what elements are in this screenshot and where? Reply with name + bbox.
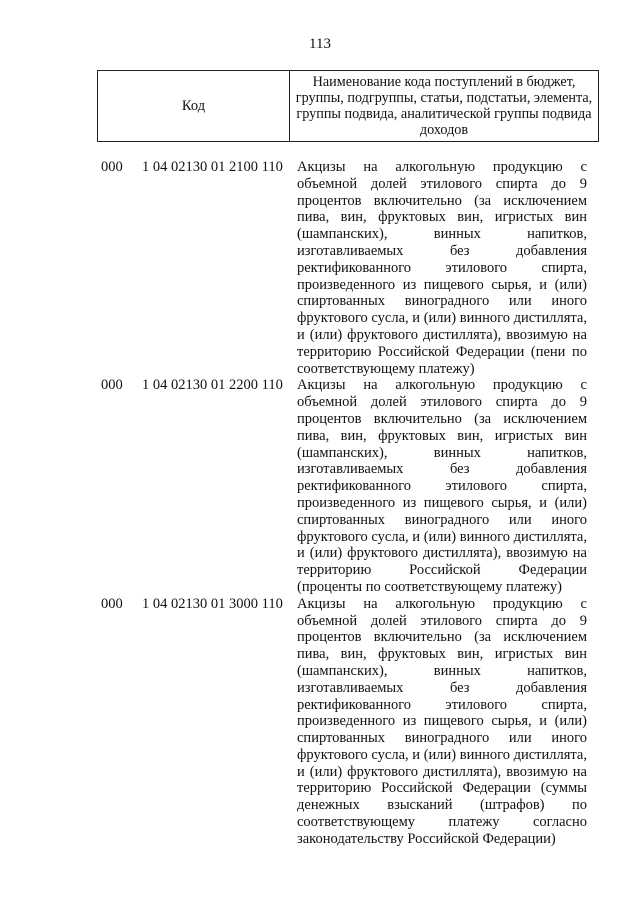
income-code: 1 04 02130 01 2100 110	[142, 159, 283, 175]
income-code: 1 04 02130 01 2200 110	[142, 377, 283, 394]
admin-code: 000	[101, 377, 123, 394]
page-number: 113	[309, 36, 331, 52]
table-row	[0, 377, 640, 595]
header-code-column: Код	[98, 71, 290, 141]
income-description: Акцизы на алкогольную продукцию с объемной долей этилового спирта до 9 процентов включительно (за исключением пива, вин, фруктовых вин, игристых вин (шампанских), винных напитков, изготавливаемых без добавления ректификованного этилового спирта, произведенного из пищевого сырья, и (или) спиртованных виноградного или иного фруктового сусла, и (или) винного дистиллята, и (или) фруктового дистиллята), ввозимую на территорию Российской Федерации (проценты по соответствующему платежу)	[297, 377, 587, 595]
header-name-column: Наименование кода поступлений в бюджет, группы, подгруппы, статьи, подстатьи, элемента, группы подвида, аналитической группы подвида доходов	[295, 74, 593, 138]
admin-code: 000	[101, 595, 123, 612]
table-row	[0, 596, 640, 848]
table-header	[97, 70, 599, 142]
income-code-list	[0, 159, 640, 848]
income-code: 1 04 02130 01 3000 110	[142, 595, 283, 612]
income-description: Акцизы на алкогольную продукцию с объемной долей этилового спирта до 9 процентов включительно (за исключением пива, вин, фруктовых вин, игристых вин (шампанских), винных напитков, изготавливаемых без добавления ректификованного этилового спирта, произведенного из пищевого сырья, и (или) спиртованных виноградного или иного фруктового сусла, и (или) винного дистиллята, и (или) фруктового дистиллята), ввозимую на территорию Российской Федерации (суммы денежных взысканий (штрафов) по соответствующему платежу согласно законодательству Российской Федерации)	[297, 595, 587, 847]
income-description: Акцизы на алкогольную продукцию с объемной долей этилового спирта до 9 процентов включительно (за исключением пива, вин, фруктовых вин, игристых вин (шампанских), винных напитков, изготавливаемых без добавления ректификованного этилового спирта, произведенного из пищевого сырья, и (или) спиртованных виноградного или иного фруктового сусла, и (или) винного дистиллята, и (или) фруктового дистиллята), ввозимую на территорию Российской Федерации (пени по соответствующему платежу)	[297, 159, 587, 377]
admin-code: 000	[101, 159, 123, 175]
table-row	[0, 159, 640, 377]
